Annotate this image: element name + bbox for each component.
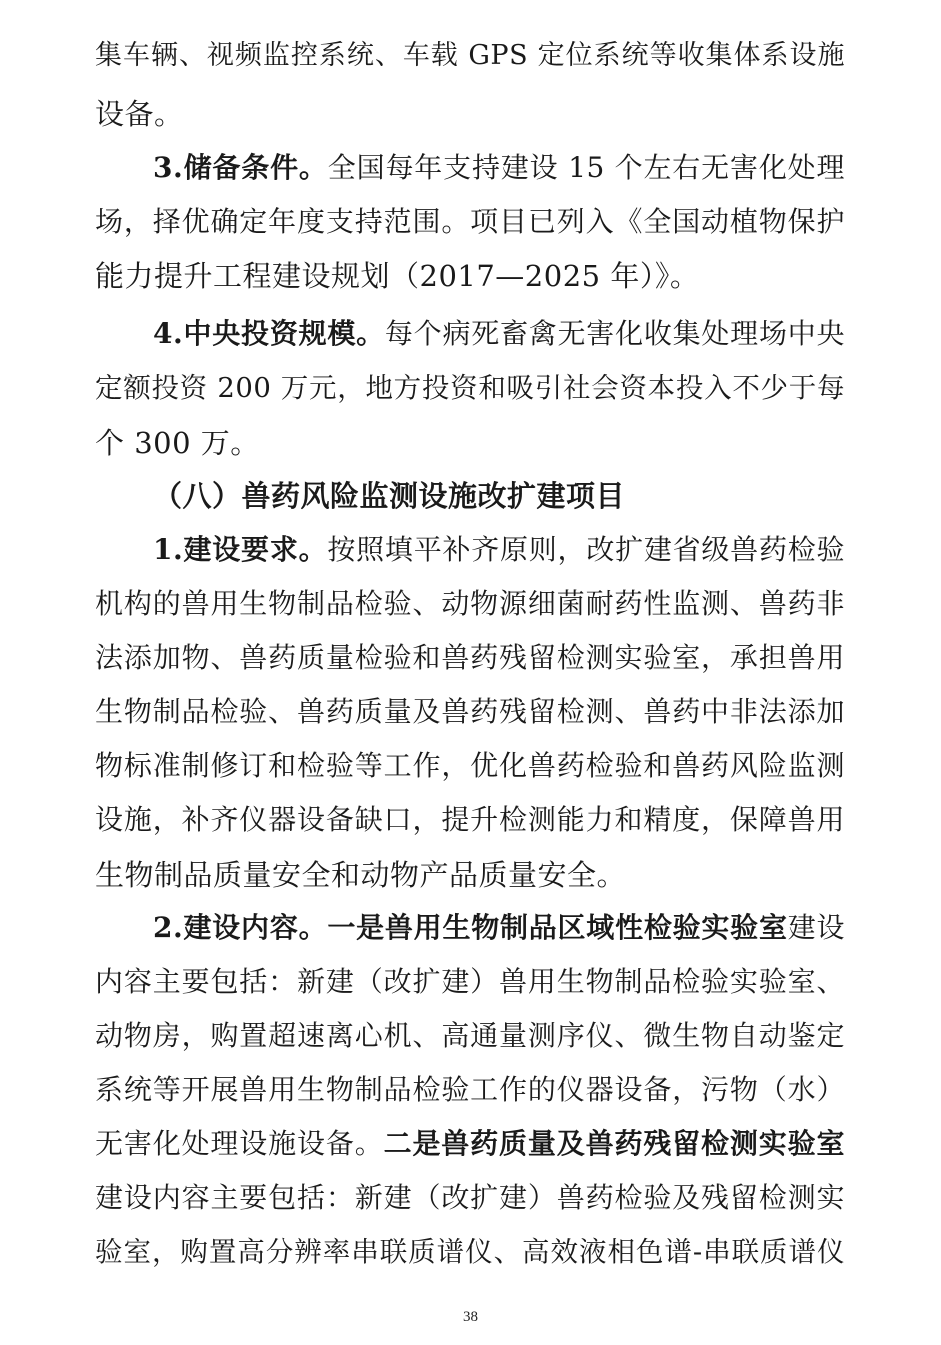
text-line-12: 法添加物、兽药质量检验和兽药残留检测实验室，承担兽用 [95, 641, 845, 674]
text-line-21: 无害化处理设施设备。二是兽药质量及兽药残留检测实验室 [95, 1127, 845, 1160]
section-4-central-investment: 4.中央投资规模。每个病死畜禽无害化收集处理场中央 [153, 317, 845, 350]
text-line-13: 生物制品检验、兽药质量及兽药残留检测、兽药中非法添加 [95, 695, 845, 728]
text-line-4: 场，择优确定年度支持范围。项目已列入《全国动植物保护 [95, 205, 845, 238]
text-line-16: 生物制品质量安全和动物产品质量安全。 [95, 858, 627, 892]
page-number: 38 [463, 1309, 478, 1325]
section-3-reserve-conditions: 3.储备条件。全国每年支持建设 15 个左右无害化处理 [153, 151, 845, 184]
text-line-1: 集车辆、视频监控系统、车载 GPS 定位系统等收集体系设施 [95, 40, 845, 71]
section-heading-8: （八）兽药风险监测设施改扩建项目 [153, 479, 626, 513]
text-line-11: 机构的兽用生物制品检验、动物源细菌耐药性监测、兽药非 [95, 587, 845, 620]
text-line-19: 动物房，购置超速离心机、高通量测序仪、微生物自动鉴定 [95, 1019, 845, 1052]
text-line-22: 建设内容主要包括：新建（改扩建）兽药检验及残留检测实 [95, 1181, 845, 1214]
text-line-23: 验室，购置高分辨率串联质谱仪、高效液相色谱-串联质谱仪 [95, 1236, 845, 1268]
text-line-20: 系统等开展兽用生物制品检验工作的仪器设备，污物（水） [95, 1073, 845, 1106]
section-2-construction-content: 2.建设内容。一是兽用生物制品区域性检验实验室建设 [153, 911, 845, 944]
text-line-18: 内容主要包括：新建（改扩建）兽用生物制品检验实验室、 [95, 965, 845, 998]
text-line-15: 设施，补齐仪器设备缺口，提升检测能力和精度，保障兽用 [95, 803, 845, 836]
text-line-2: 设备。 [95, 97, 184, 131]
text-line-7: 定额投资 200 万元，地方投资和吸引社会资本投入不少于每 [95, 372, 845, 404]
text-line-8: 个 300 万。 [95, 426, 260, 460]
section-1-construction-requirements: 1.建设要求。按照填平补齐原则，改扩建省级兽药检验 [153, 533, 845, 566]
text-line-5: 能力提升工程建设规划（2017—2025 年）》。 [95, 259, 700, 293]
text-line-14: 物标准制修订和检验等工作，优化兽药检验和兽药风险监测 [95, 749, 845, 782]
